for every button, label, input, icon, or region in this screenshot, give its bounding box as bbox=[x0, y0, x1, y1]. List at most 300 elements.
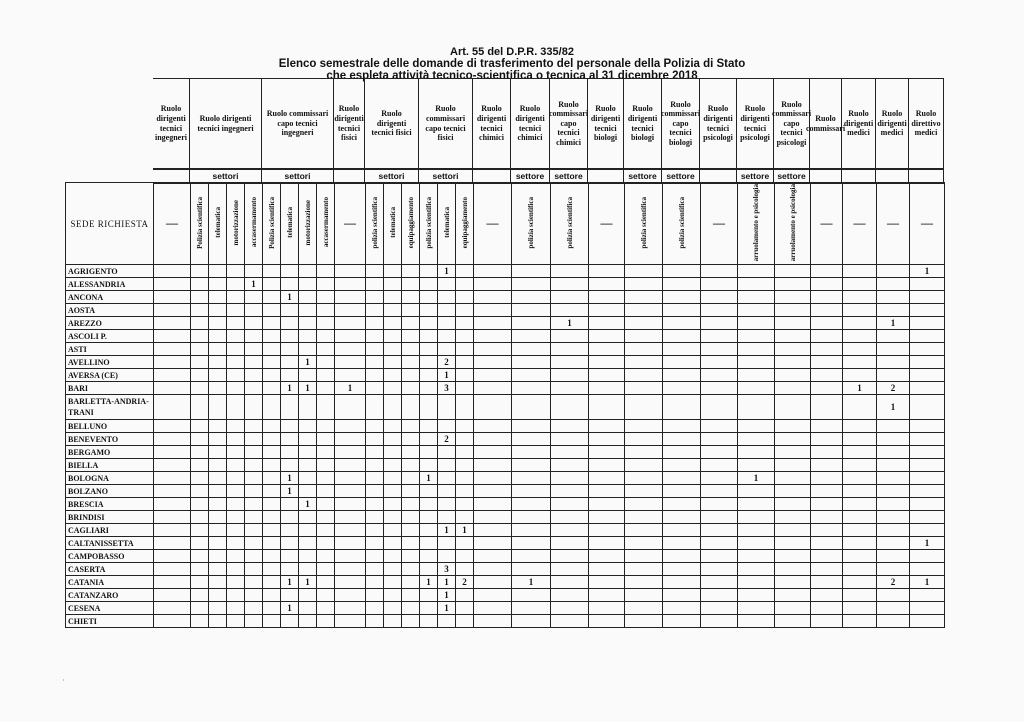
column-header-22 bbox=[701, 183, 738, 265]
count-cell bbox=[663, 317, 701, 330]
count-cell bbox=[402, 472, 420, 485]
count-cell bbox=[775, 511, 811, 524]
count-cell bbox=[474, 369, 512, 382]
count-cell bbox=[227, 317, 245, 330]
count-cell bbox=[420, 265, 438, 278]
count-cell bbox=[366, 602, 384, 615]
count-cell bbox=[384, 446, 402, 459]
count-cell bbox=[775, 433, 811, 446]
count-cell bbox=[512, 589, 551, 602]
column-header-8 bbox=[317, 183, 335, 265]
count-cell bbox=[335, 472, 366, 485]
count-cell bbox=[551, 420, 589, 433]
count-cell bbox=[245, 485, 263, 498]
count-cell bbox=[366, 265, 384, 278]
count-cell bbox=[775, 472, 811, 485]
count-cell bbox=[154, 382, 191, 395]
count-cell bbox=[625, 433, 663, 446]
count-cell bbox=[738, 420, 775, 433]
column-header-19 bbox=[589, 183, 625, 265]
count-cell bbox=[299, 265, 317, 278]
count-cell bbox=[384, 576, 402, 589]
count-cell bbox=[366, 446, 384, 459]
sector-label-4: settori bbox=[365, 170, 419, 182]
count-cell bbox=[420, 563, 438, 576]
count-cell bbox=[335, 550, 366, 563]
count-cell bbox=[335, 343, 366, 356]
count-cell bbox=[589, 330, 625, 343]
count-cell bbox=[317, 537, 335, 550]
count-cell bbox=[701, 524, 738, 537]
count-cell bbox=[843, 369, 877, 382]
count-cell bbox=[438, 459, 456, 472]
count-cell bbox=[701, 459, 738, 472]
count-cell bbox=[227, 472, 245, 485]
sede-name: CALTANISSETTA bbox=[66, 537, 154, 550]
count-cell bbox=[366, 472, 384, 485]
count-cell bbox=[191, 395, 209, 420]
sector-label-7: settore bbox=[511, 170, 550, 182]
count-cell bbox=[263, 459, 281, 472]
count-cell bbox=[317, 524, 335, 537]
count-cell bbox=[877, 304, 910, 317]
count-cell bbox=[910, 589, 945, 602]
count-cell bbox=[317, 563, 335, 576]
table-row bbox=[66, 537, 945, 550]
count-cell bbox=[281, 420, 299, 433]
count-cell bbox=[209, 498, 227, 511]
count-cell bbox=[811, 511, 843, 524]
count-cell bbox=[589, 511, 625, 524]
count-cell bbox=[384, 317, 402, 330]
count-cell bbox=[738, 524, 775, 537]
count-cell bbox=[281, 563, 299, 576]
table-row bbox=[66, 278, 945, 291]
count-cell bbox=[663, 395, 701, 420]
count-cell bbox=[474, 265, 512, 278]
count-cell bbox=[663, 459, 701, 472]
column-header-label: — bbox=[713, 216, 725, 230]
count-cell bbox=[366, 589, 384, 602]
count-cell bbox=[775, 330, 811, 343]
count-cell bbox=[263, 615, 281, 628]
count-cell bbox=[402, 602, 420, 615]
count-cell bbox=[811, 382, 843, 395]
count-cell bbox=[551, 278, 589, 291]
count-cell bbox=[474, 382, 512, 395]
count-cell bbox=[877, 459, 910, 472]
count-cell bbox=[877, 498, 910, 511]
count-cell bbox=[551, 446, 589, 459]
count-cell bbox=[317, 589, 335, 602]
count-cell bbox=[843, 537, 877, 550]
count-cell bbox=[474, 550, 512, 563]
count-cell bbox=[402, 485, 420, 498]
count-cell bbox=[512, 278, 551, 291]
count-cell bbox=[384, 537, 402, 550]
count-cell bbox=[317, 278, 335, 291]
count-cell bbox=[775, 395, 811, 420]
count-cell: 1 bbox=[910, 576, 945, 589]
count-cell bbox=[209, 278, 227, 291]
count-cell bbox=[663, 343, 701, 356]
count-cell bbox=[738, 343, 775, 356]
count-cell bbox=[738, 446, 775, 459]
count-cell bbox=[299, 511, 317, 524]
column-header-label: telematica bbox=[213, 207, 222, 238]
count-cell bbox=[366, 459, 384, 472]
count-cell: 2 bbox=[456, 576, 474, 589]
count-cell bbox=[245, 420, 263, 433]
count-cell bbox=[625, 485, 663, 498]
count-cell bbox=[738, 369, 775, 382]
count-cell bbox=[263, 369, 281, 382]
count-cell bbox=[843, 446, 877, 459]
count-cell bbox=[625, 537, 663, 550]
column-header-label: accasermamento bbox=[249, 197, 258, 248]
count-cell bbox=[663, 589, 701, 602]
count-cell bbox=[811, 498, 843, 511]
count-cell bbox=[281, 459, 299, 472]
count-cell bbox=[191, 563, 209, 576]
count-cell bbox=[281, 356, 299, 369]
count-cell bbox=[263, 433, 281, 446]
count-cell bbox=[589, 420, 625, 433]
count-cell bbox=[456, 550, 474, 563]
count-cell bbox=[384, 602, 402, 615]
table-row bbox=[66, 317, 945, 330]
count-cell bbox=[402, 317, 420, 330]
count-cell bbox=[438, 343, 456, 356]
count-cell bbox=[191, 524, 209, 537]
count-cell bbox=[281, 498, 299, 511]
count-cell bbox=[402, 446, 420, 459]
count-cell bbox=[209, 589, 227, 602]
count-cell: 1 bbox=[738, 472, 775, 485]
table-row bbox=[66, 615, 945, 628]
count-cell bbox=[775, 576, 811, 589]
column-header-3 bbox=[227, 183, 245, 265]
count-cell: 1 bbox=[299, 498, 317, 511]
count-cell bbox=[402, 524, 420, 537]
count-cell bbox=[551, 485, 589, 498]
count-cell bbox=[154, 485, 191, 498]
count-cell bbox=[843, 563, 877, 576]
count-cell bbox=[384, 382, 402, 395]
count-cell bbox=[551, 589, 589, 602]
count-cell bbox=[701, 278, 738, 291]
count-cell bbox=[438, 420, 456, 433]
count-cell bbox=[738, 459, 775, 472]
count-cell bbox=[245, 369, 263, 382]
count-cell bbox=[191, 265, 209, 278]
sector-label-5: settori bbox=[419, 170, 473, 182]
count-cell bbox=[438, 511, 456, 524]
count-cell bbox=[154, 330, 191, 343]
count-cell bbox=[299, 304, 317, 317]
count-cell bbox=[625, 589, 663, 602]
count-cell bbox=[227, 576, 245, 589]
count-cell bbox=[154, 563, 191, 576]
count-cell bbox=[843, 498, 877, 511]
count-cell bbox=[843, 343, 877, 356]
count-cell bbox=[209, 369, 227, 382]
count-cell bbox=[811, 356, 843, 369]
count-cell bbox=[281, 330, 299, 343]
count-cell bbox=[335, 304, 366, 317]
count-cell bbox=[299, 459, 317, 472]
column-header-6 bbox=[281, 183, 299, 265]
count-cell bbox=[191, 459, 209, 472]
count-cell bbox=[551, 330, 589, 343]
count-cell bbox=[843, 330, 877, 343]
count-cell bbox=[154, 343, 191, 356]
count-cell bbox=[738, 589, 775, 602]
count-cell bbox=[402, 589, 420, 602]
count-cell bbox=[877, 615, 910, 628]
count-cell bbox=[227, 459, 245, 472]
count-cell bbox=[281, 537, 299, 550]
count-cell bbox=[154, 304, 191, 317]
count-cell bbox=[456, 459, 474, 472]
count-cell bbox=[384, 563, 402, 576]
column-header-4 bbox=[245, 183, 263, 265]
count-cell bbox=[775, 498, 811, 511]
count-cell: 1 bbox=[420, 472, 438, 485]
count-cell bbox=[663, 537, 701, 550]
count-cell bbox=[910, 472, 945, 485]
count-cell bbox=[402, 537, 420, 550]
count-cell bbox=[191, 602, 209, 615]
count-cell bbox=[811, 278, 843, 291]
count-cell bbox=[456, 433, 474, 446]
count-cell bbox=[299, 343, 317, 356]
count-cell bbox=[775, 420, 811, 433]
count-cell bbox=[589, 395, 625, 420]
count-cell bbox=[245, 395, 263, 420]
count-cell bbox=[402, 356, 420, 369]
count-cell bbox=[299, 317, 317, 330]
count-cell bbox=[263, 330, 281, 343]
sede-name: AVELLINO bbox=[66, 356, 154, 369]
count-cell bbox=[420, 382, 438, 395]
count-cell bbox=[910, 459, 945, 472]
count-cell bbox=[438, 278, 456, 291]
column-header-2 bbox=[209, 183, 227, 265]
count-cell bbox=[551, 265, 589, 278]
count-cell bbox=[209, 304, 227, 317]
count-cell bbox=[420, 369, 438, 382]
count-cell bbox=[775, 485, 811, 498]
count-cell bbox=[263, 317, 281, 330]
count-cell bbox=[701, 446, 738, 459]
count-cell bbox=[663, 511, 701, 524]
count-cell bbox=[281, 615, 299, 628]
count-cell bbox=[625, 265, 663, 278]
count-cell bbox=[910, 317, 945, 330]
sede-name: AGRIGENTO bbox=[66, 265, 154, 278]
role-header-13: Ruolo dirigenti tecnici psicologi bbox=[737, 78, 774, 168]
count-cell bbox=[402, 576, 420, 589]
role-header-14: Ruolo commissari capo tecnici psicologi bbox=[774, 78, 810, 168]
count-cell bbox=[551, 550, 589, 563]
count-cell bbox=[402, 395, 420, 420]
sede-name: CAGLIARI bbox=[66, 524, 154, 537]
count-cell bbox=[281, 265, 299, 278]
column-header-1 bbox=[191, 183, 209, 265]
count-cell bbox=[154, 356, 191, 369]
count-cell bbox=[775, 537, 811, 550]
count-cell bbox=[910, 356, 945, 369]
count-cell bbox=[366, 537, 384, 550]
count-cell bbox=[589, 369, 625, 382]
count-cell bbox=[811, 550, 843, 563]
count-cell bbox=[877, 330, 910, 343]
count-cell bbox=[625, 615, 663, 628]
count-cell bbox=[154, 459, 191, 472]
count-cell bbox=[263, 576, 281, 589]
count-cell bbox=[209, 511, 227, 524]
count-cell bbox=[701, 550, 738, 563]
column-header-label: — bbox=[600, 216, 613, 230]
count-cell bbox=[877, 446, 910, 459]
count-cell bbox=[456, 304, 474, 317]
count-cell bbox=[420, 343, 438, 356]
count-cell bbox=[877, 563, 910, 576]
count-cell: 2 bbox=[877, 382, 910, 395]
count-cell bbox=[843, 395, 877, 420]
count-cell bbox=[420, 550, 438, 563]
count-cell bbox=[625, 602, 663, 615]
count-cell bbox=[877, 291, 910, 304]
count-cell: 1 bbox=[438, 576, 456, 589]
count-cell bbox=[877, 537, 910, 550]
sede-name: CESENA bbox=[66, 602, 154, 615]
count-cell bbox=[263, 550, 281, 563]
column-header-26 bbox=[843, 183, 877, 265]
count-cell bbox=[589, 472, 625, 485]
count-cell bbox=[335, 524, 366, 537]
count-cell bbox=[877, 420, 910, 433]
table-row bbox=[66, 304, 945, 317]
count-cell bbox=[438, 395, 456, 420]
count-cell bbox=[384, 304, 402, 317]
count-cell bbox=[701, 265, 738, 278]
count-cell: 1 bbox=[456, 524, 474, 537]
count-cell bbox=[438, 291, 456, 304]
count-cell bbox=[589, 446, 625, 459]
column-header-0 bbox=[154, 183, 191, 265]
count-cell bbox=[811, 615, 843, 628]
count-cell: 3 bbox=[438, 563, 456, 576]
count-cell bbox=[512, 304, 551, 317]
count-cell bbox=[335, 537, 366, 550]
count-cell bbox=[551, 563, 589, 576]
count-cell bbox=[154, 395, 191, 420]
count-cell bbox=[910, 304, 945, 317]
count-cell bbox=[551, 472, 589, 485]
count-cell bbox=[263, 472, 281, 485]
page-mark: · bbox=[62, 676, 65, 685]
count-cell bbox=[420, 459, 438, 472]
count-cell bbox=[191, 330, 209, 343]
count-cell bbox=[420, 615, 438, 628]
column-header-label: polizia scientifica bbox=[639, 196, 648, 249]
count-cell bbox=[263, 343, 281, 356]
count-cell bbox=[299, 472, 317, 485]
count-cell bbox=[384, 433, 402, 446]
count-cell bbox=[281, 524, 299, 537]
count-cell bbox=[738, 485, 775, 498]
count-cell bbox=[775, 459, 811, 472]
count-cell bbox=[775, 563, 811, 576]
count-cell bbox=[625, 576, 663, 589]
count-cell bbox=[335, 317, 366, 330]
count-cell bbox=[191, 576, 209, 589]
role-header-5: Ruolo commissari capo tecnici fisici bbox=[419, 78, 473, 168]
role-header-6: Ruolo dirigenti tecnici chimici bbox=[473, 78, 511, 168]
count-cell bbox=[299, 537, 317, 550]
column-header-label: motorizzazione bbox=[231, 199, 240, 246]
sede-header-label: SEDE RICHIESTA bbox=[70, 218, 149, 229]
count-cell bbox=[843, 278, 877, 291]
count-cell bbox=[589, 498, 625, 511]
count-cell bbox=[154, 278, 191, 291]
table-row bbox=[66, 395, 945, 420]
count-cell bbox=[843, 291, 877, 304]
table-row bbox=[66, 563, 945, 576]
count-cell bbox=[402, 304, 420, 317]
count-cell bbox=[384, 472, 402, 485]
count-cell bbox=[625, 304, 663, 317]
count-cell bbox=[811, 446, 843, 459]
table-row bbox=[66, 511, 945, 524]
count-cell bbox=[209, 459, 227, 472]
count-cell bbox=[474, 330, 512, 343]
count-cell bbox=[589, 589, 625, 602]
count-cell bbox=[456, 446, 474, 459]
count-cell bbox=[663, 330, 701, 343]
count-cell bbox=[474, 291, 512, 304]
count-cell bbox=[910, 550, 945, 563]
count-cell bbox=[420, 589, 438, 602]
count-cell bbox=[775, 602, 811, 615]
count-cell bbox=[317, 472, 335, 485]
count-cell bbox=[191, 498, 209, 511]
count-cell bbox=[910, 330, 945, 343]
count-cell: 1 bbox=[438, 602, 456, 615]
count-cell bbox=[420, 291, 438, 304]
column-header-20 bbox=[625, 183, 663, 265]
count-cell bbox=[154, 472, 191, 485]
count-cell bbox=[191, 511, 209, 524]
count-cell bbox=[209, 356, 227, 369]
count-cell bbox=[625, 291, 663, 304]
count-cell bbox=[335, 420, 366, 433]
count-cell bbox=[625, 382, 663, 395]
count-cell bbox=[877, 524, 910, 537]
count-cell bbox=[402, 420, 420, 433]
count-cell bbox=[438, 472, 456, 485]
count-cell bbox=[384, 615, 402, 628]
count-cell bbox=[420, 511, 438, 524]
count-cell bbox=[317, 602, 335, 615]
count-cell bbox=[456, 420, 474, 433]
count-cell bbox=[625, 343, 663, 356]
count-cell bbox=[191, 485, 209, 498]
count-cell bbox=[191, 589, 209, 602]
count-cell bbox=[335, 278, 366, 291]
